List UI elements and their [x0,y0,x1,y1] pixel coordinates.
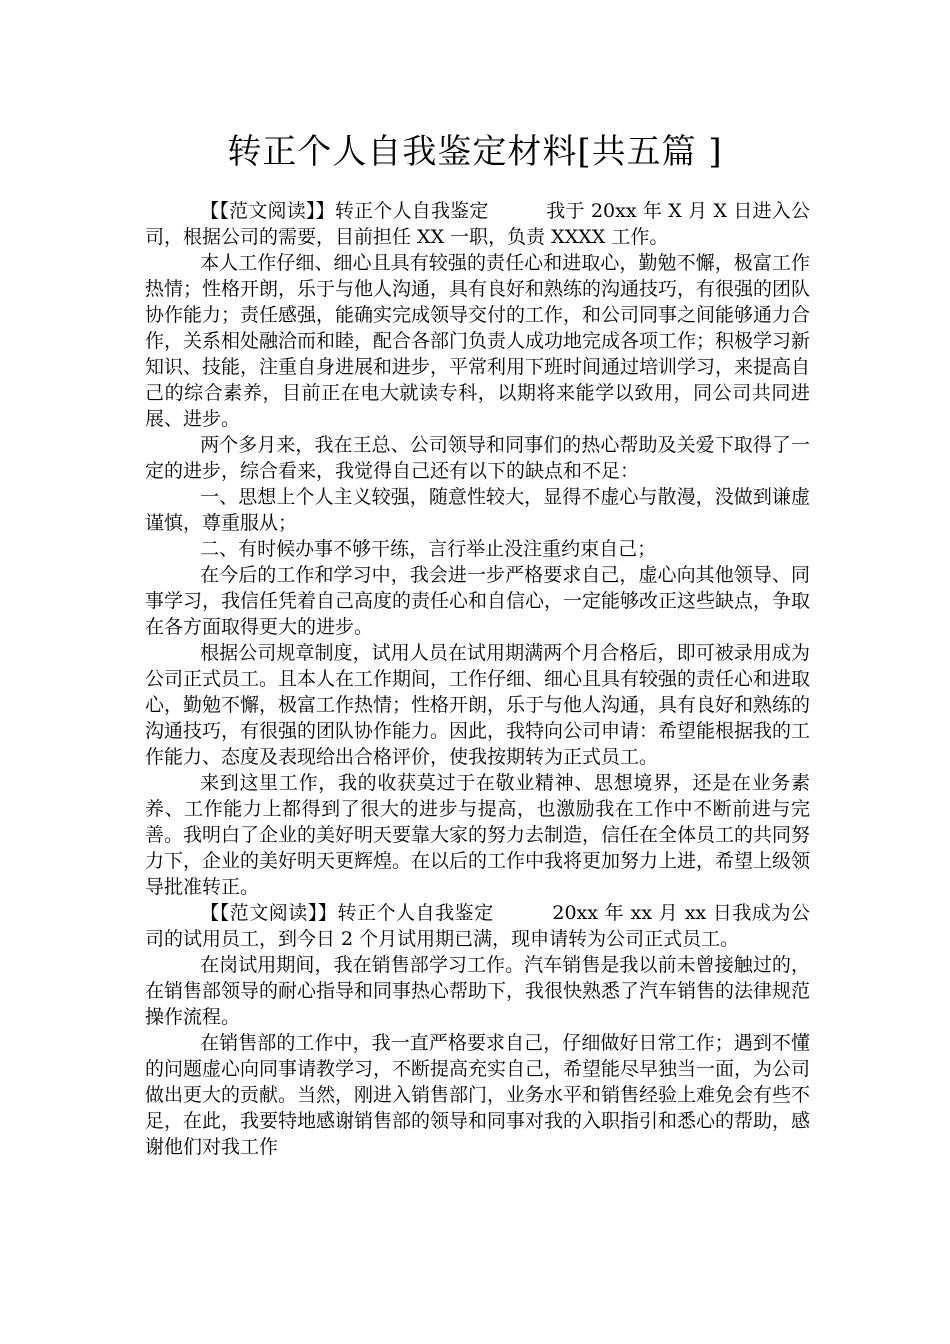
paragraph: 【【范文阅读】】转正个人自我鉴定 20xx 年 xx 月 xx 日我成为公司的试用员工，到今日 2 个月试用期已满，现申请转为公司正式员工。 [145,902,810,950]
paragraph: 二、有时候办事不够干练，言行举止没注重约束自己； [200,538,657,560]
paragraph: 在销售部的工作中，我一直严格要求自己，仔细做好日常工作；遇到不懂的问题虚心向同事请教学习，不断提高充实自己，希望能尽早独当一面，为公司做出更大的贡献。当然，刚进入销售部门，业务水平和销售经验上难免会有些不足，在此，我要特地感谢销售部的领导和同事对我的入职指引和悉心的帮助，感谢他们对我工作 [145,1032,811,1158]
document-body [145,198,810,1160]
paragraph: 两个多月来，我在王总、公司领导和同事们的热心帮助及关爱下取得了一定的进步，综合看来，我觉得自己还有以下的缺点和不足： [145,434,810,482]
paragraph: 来到这里工作，我的收获莫过于在敬业精神、思想境界，还是在业务素养、工作能力上都得到了很大的进步与提高，也激励我在工作中不断前进与完善。我明白了企业的美好明天要靠大家的努力去制造，信任在全体员工的共同努力下，企业的美好明天更辉煌。在以后的工作中我将更加努力上进，希望上级领导批准转正。 [145,772,811,898]
document-title: 转正个人自我鉴定材料[共五篇 ] [227,132,723,172]
paragraph: 根据公司规章制度，试用人员在试用期满两个月合格后，即可被录用成为公司正式员工。且本人在工作期间，工作仔细、细心且具有较强的责任心和进取心，勤勉不懈，极富工作热情；性格开朗，乐于与他人沟通，具有良好和熟练的沟通技巧，有很强的团队协作能力。因此，我特向公司申请：希望能根据我的工作能力、态度及表现给出合格评价，使我按期转为正式员工。 [145,642,811,768]
paragraph: 【【范文阅读】】转正个人自我鉴定 我于 20xx 年 X 月 X 日进入公司，根据公司的需要，目前担任 XX 一职，负责 XXXX 工作。 [145,200,810,248]
paragraph: 在岗试用期间，我在销售部学习工作。汽车销售是我以前未曾接触过的，在销售部领导的耐心指导和同事热心帮助下，我很快熟悉了汽车销售的法律规范操作流程。 [145,954,811,1028]
paragraph: 在今后的工作和学习中，我会进一步严格要求自己，虚心向其他领导、同事学习，我信任凭着自己高度的责任心和自信心，一定能够改正这些缺点，争取在各方面取得更大的进步。 [145,564,811,638]
paragraph: 一、思想上个人主义较强，随意性较大，显得不虚心与散漫，没做到谦虚谨慎，尊重服从； [145,486,810,534]
paragraph: 本人工作仔细、细心且具有较强的责任心和进取心，勤勉不懈，极富工作热情；性格开朗，乐于与他人沟通，具有良好和熟练的沟通技巧，有很强的团队协作能力；责任感强，能确实完成领导交付的工作，和公司同事之间能够通力合作，关系相处融洽而和睦，配合各部门负责人成功地完成各项工作；积极学习新知识、技能，注重自身进展和进步，平常利用下班时间通过培训学习，来提高自己的综合素养，目前正在电大就读专科，以期将来能学以致用，同公司共同进展、进步。 [145,252,811,430]
